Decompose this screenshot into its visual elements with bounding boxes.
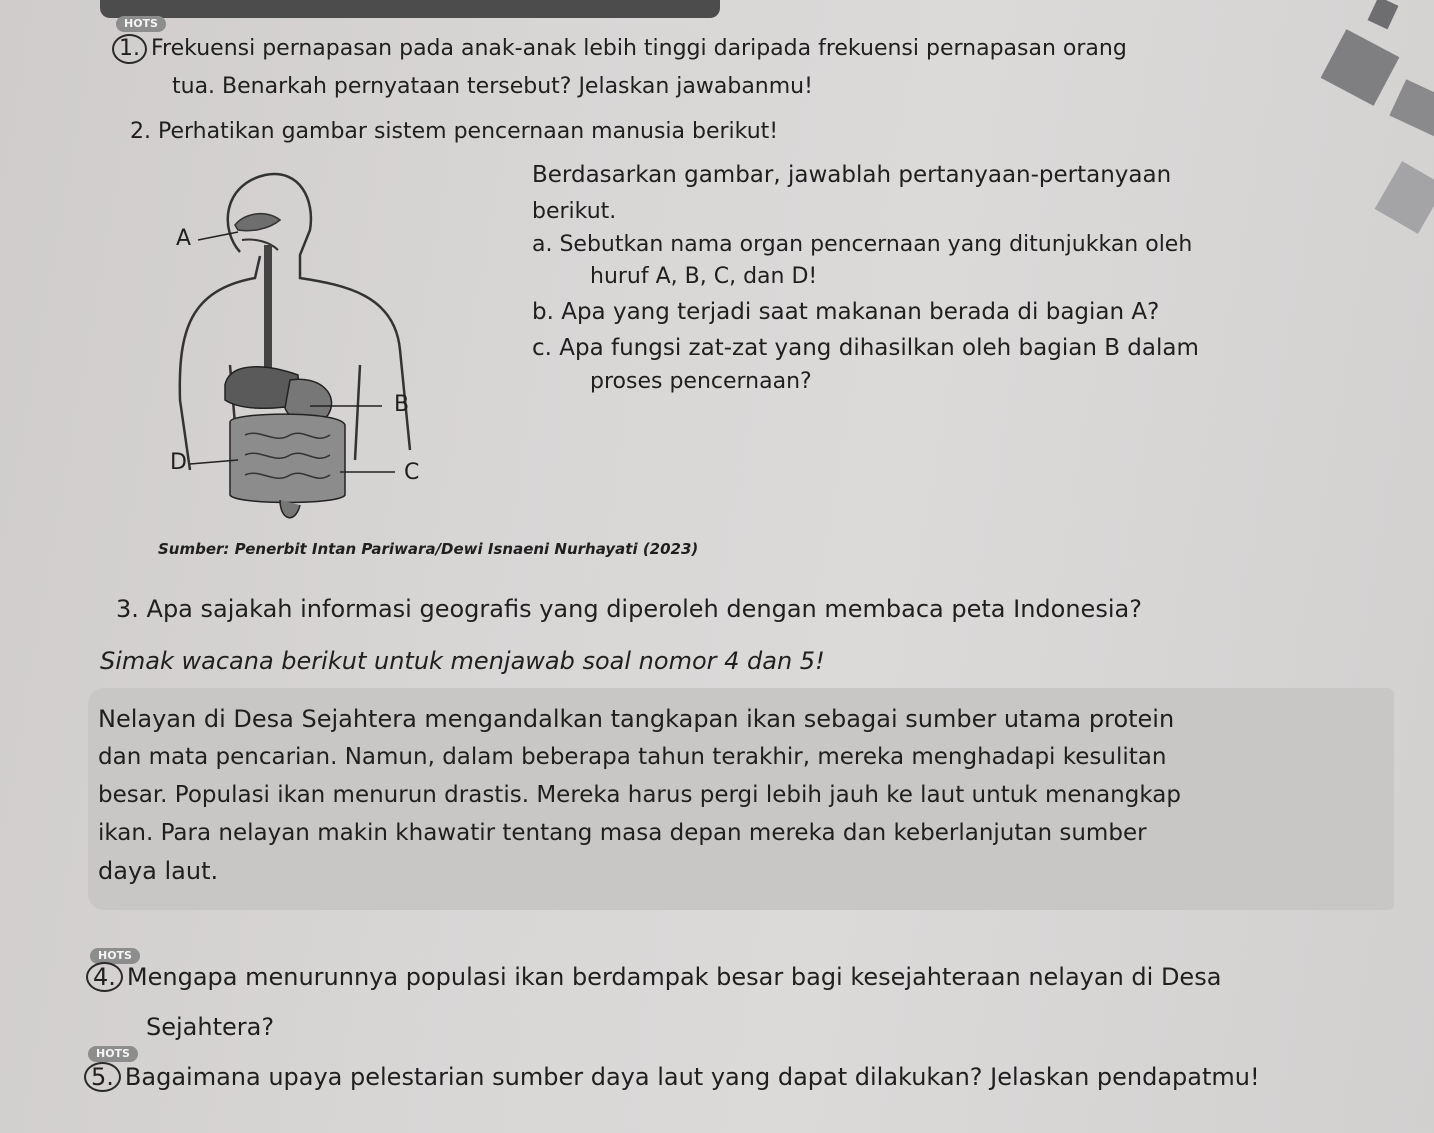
question-2b: b. Apa yang terjadi saat makanan berada di bagian A?: [532, 299, 1160, 325]
passage-line-5: daya laut.: [98, 857, 219, 885]
question-2a-cont: huruf A, B, C, dan D!: [590, 264, 818, 289]
decorative-shape: [1375, 161, 1434, 234]
header-bar: [100, 0, 720, 18]
question-number: 5.: [84, 1062, 121, 1092]
question-2a: a. Sebutkan nama organ pencernaan yang ditunjukkan oleh: [532, 232, 1193, 257]
question-2-intro: Berdasarkan gambar, jawablah pertanyaan-pertanyaan: [532, 162, 1172, 188]
intestines-icon: [230, 414, 345, 502]
label-c: C: [404, 460, 420, 485]
label-d: D: [170, 450, 187, 475]
question-text: Frekuensi pernapasan pada anak-anak lebih tinggi daripada frekuensi pernapasan orang: [151, 36, 1127, 61]
passage-line-1: Nelayan di Desa Sejahtera mengandalkan tangkapan ikan sebagai sumber utama protein: [98, 705, 1175, 733]
passage-line-4: ikan. Para nelayan makin khawatir tentang masa depan mereka dan keberlanjutan sumber: [98, 820, 1147, 846]
question-text: Bagaimana upaya pelestarian sumber daya laut yang dapat dilakukan? Jelaskan pendapatmu!: [124, 1063, 1260, 1091]
question-2c-cont: proses pencernaan?: [590, 369, 812, 394]
hots-badge: HOTS: [90, 948, 140, 964]
question-2c: c. Apa fungsi zat-zat yang dihasilkan oleh bagian B dalam: [532, 335, 1199, 361]
decorative-shape: [1368, 0, 1399, 29]
decorative-shape: [1389, 79, 1434, 141]
passage-line-3: besar. Populasi ikan menurun drastis. Mereka harus pergi lebih jauh ke laut untuk menangkap: [98, 782, 1181, 808]
question-2-intro-cont: berikut.: [532, 199, 617, 224]
question-1: [112, 34, 1127, 64]
passage-instruction: Simak wacana berikut untuk menjawab soal nomor 4 dan 5!: [100, 647, 825, 675]
question-number: 1.: [112, 34, 147, 64]
mouth-icon: [235, 214, 280, 231]
figure-source: Sumber: Penerbit Intan Pariwara/Dewi Isnaeni Nurhayati (2023): [158, 540, 699, 558]
question-3: 3. Apa sajakah informasi geografis yang diperoleh dengan membaca peta Indonesia?: [116, 595, 1142, 623]
question-4: [86, 962, 1221, 992]
question-number: 4.: [86, 962, 123, 992]
passage-line-2: dan mata pencarian. Namun, dalam beberapa tahun terakhir, mereka menghadapi kesulitan: [98, 744, 1167, 770]
hots-badge: HOTS: [88, 1046, 138, 1062]
decorative-shape: [1321, 29, 1400, 106]
label-b: B: [394, 392, 410, 417]
question-1-cont: tua. Benarkah pernyataan tersebut? Jelaskan jawabanmu!: [172, 74, 813, 99]
question-text: Mengapa menurunnya populasi ikan berdampak besar bagi kesejahteraan nelayan di Desa: [126, 963, 1222, 991]
question-4-cont: Sejahtera?: [146, 1013, 275, 1041]
question-2-heading: 2. Perhatikan gambar sistem pencernaan manusia berikut!: [130, 119, 779, 144]
label-a: A: [176, 226, 192, 251]
digestive-system-figure: [150, 160, 490, 540]
hots-badge: HOTS: [116, 16, 166, 32]
question-5: [84, 1062, 1260, 1092]
